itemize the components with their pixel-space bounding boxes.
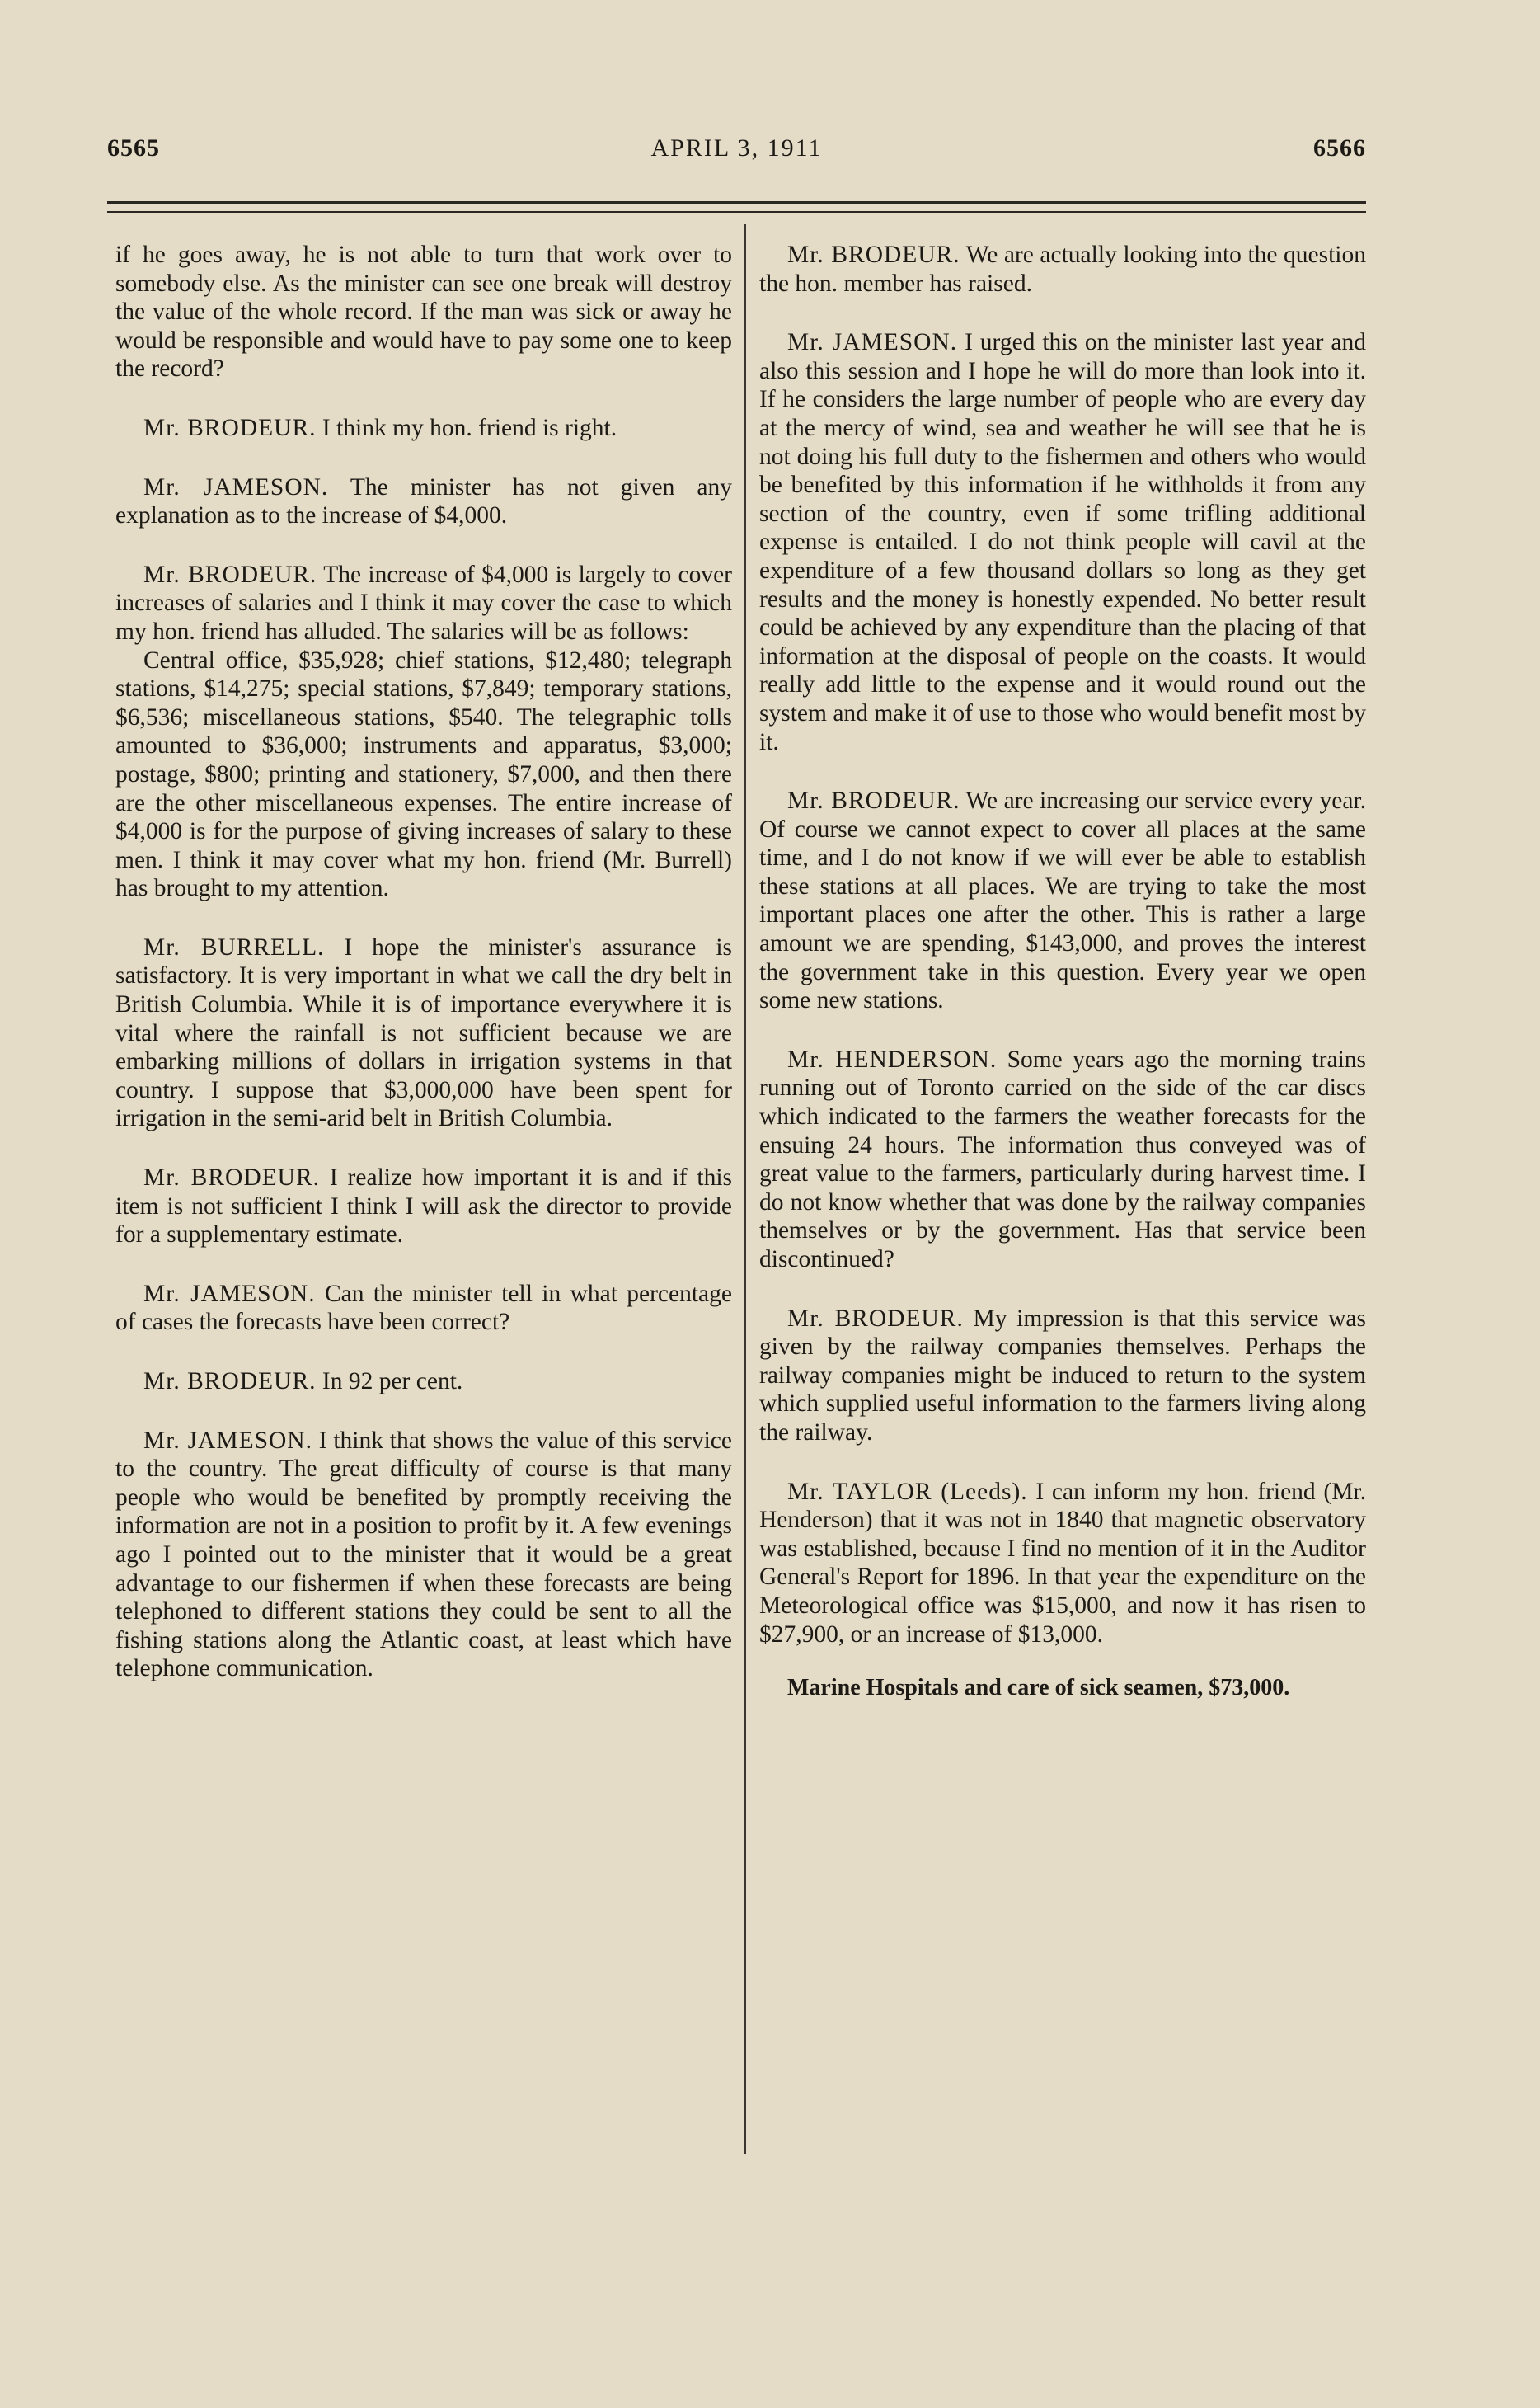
paragraph-text: I can inform my hon. friend (Mr. Henderson) that it was not in 1840 that magnetic observatory was established, because I find no mention of it in the Auditor General's Report for 1896. In that year the expenditure on the Meteorological office was $15,000, and now it has risen to $27,900, or an increase of $13,000. [759, 1478, 1367, 1648]
speaker-name: Mr. TAYLOR (Leeds). [787, 1478, 1028, 1505]
speaker-name: Mr. BRODEUR. [787, 788, 960, 815]
header-rule-top [107, 201, 1366, 204]
paragraph-text: if he goes away, he is not able to turn that work over to somebody else. As the minister can see one break will destroy the value of the whole record. If the man was sick or away he would be responsible and would have to pay some one to keep the record? [115, 242, 732, 383]
speaker-name: Mr. JAMESON. [143, 473, 329, 501]
paragraph [759, 1305, 1366, 1447]
paragraph [115, 1367, 732, 1396]
paragraph [759, 241, 1366, 298]
speaker-name: Mr. JAMESON. [787, 329, 958, 356]
paragraph [115, 561, 732, 647]
paragraph-text: Can the minister tell in what percentage of cases the forecasts have been correct? [115, 1280, 732, 1336]
left-column [115, 241, 732, 1714]
column-divider [744, 224, 746, 2154]
speaker-name: Mr. BRODEUR. [143, 1164, 320, 1192]
speaker-name: Mr. BRODEUR. [143, 561, 317, 588]
paragraph-text: I think my hon. friend is right. [322, 414, 617, 441]
paragraph-text: In 92 per cent. [322, 1368, 463, 1394]
header-rule-bottom [107, 211, 1366, 213]
paragraph-text: Marine Hospitals and care of sick seamen, $73,000. [787, 1675, 1290, 1701]
estimate-item [759, 1674, 1366, 1701]
page-date: APRIL 3, 1911 [650, 134, 823, 162]
paragraph [115, 414, 732, 443]
speaker-name: Mr. HENDERSON. [787, 1046, 998, 1073]
speaker-name: Mr. BRODEUR. [787, 1305, 964, 1332]
paragraph [115, 1427, 732, 1683]
paragraph [115, 473, 732, 530]
paragraph [115, 241, 732, 383]
paragraph [115, 1164, 732, 1249]
paragraph [759, 1046, 1366, 1274]
paragraph-text: My impression is that this service was given by the railway companies themselves. Perhaps the railway companies might be induced to return to the system which supplied useful information to the farmers living along the railway. [759, 1305, 1367, 1446]
page-header [107, 134, 1366, 172]
paragraph [759, 787, 1366, 1015]
paragraph-text: The minister has not given any explanation as to the increase of $4,000. [115, 473, 732, 529]
speaker-name: Mr. JAMESON. [143, 1427, 312, 1454]
paragraph-text: I realize how important it is and if this item is not sufficient I think I will ask the director to provide for a supplementary estimate. [115, 1164, 732, 1249]
paragraph [759, 1478, 1366, 1649]
paragraph-text: I urged this on the minister last year and also this session and I hope he will do more than look into it. If he considers the large number of people who are every day at the mercy of wind, sea and weather he will see that he is not doing his full duty to the fishermen and others who would be benefited by this information if he withholds it from any section of the country, even if some trifling additional expense is entailed. I do not think people will cavil at the expenditure of a few thousand dollars so long as they get results and the money is honestly expended. No better result could be achieved by any expenditure than the placing of that information at the disposal of people on the coasts. It would really add little to the expense and it would round out the system and make it of use to those who would benefit most by it. [759, 329, 1366, 755]
right-column [759, 241, 1366, 1732]
paragraph-text: We are increasing our service every year. Of course we cannot expect to cover all places at the same time, and I do not know if we will ever be able to establish these stations at all places. We are trying to take the most important places one after the other. This is rather a large amount we are spending, $143,000, and proves the interest the government take in this question. Every year we open some new stations. [759, 788, 1367, 1014]
page-number-left: 6565 [107, 134, 160, 162]
paragraph [115, 934, 732, 1133]
speaker-name: Mr. BRODEUR. [143, 414, 317, 441]
speaker-name: Mr. JAMESON. [143, 1280, 316, 1307]
paragraph-text: Central office, $35,928; chief stations, $12,480; telegraph stations, $14,275; special stations, $7,849; temporary stations, $6,536; miscellaneous stations, $540. The telegraphic tolls amounted to $36,000; instruments and apparatus, $3,000; postage, $800; printing and stationery, $7,000, and then there are the other miscellaneous expenses. The entire increase of $4,000 is for the purpose of giving increases of salary to these men. I think it may cover what my hon. friend (Mr. Burrell) has brought to my attention. [115, 647, 732, 902]
paragraph [115, 647, 732, 903]
paragraph [759, 328, 1366, 756]
speaker-name: Mr. BRODEUR. [787, 242, 960, 268]
paragraph-text: I think that shows the value of this service to the country. The great difficulty of course is that many people who would be benefited by promptly receiving the information are not in a position to profit by it. A few evenings ago I pointed out to the minister that it would be a great advantage to our fishermen if when these forecasts are being telephoned to different stations they could be sent to all the fishing stations along the Atlantic coast, at least which have telephone communication. [115, 1427, 732, 1682]
speaker-name: Mr. BURRELL. [143, 934, 325, 961]
speaker-name: Mr. BRODEUR. [143, 1368, 317, 1394]
paragraph-text: We are actually looking into the question the hon. member has raised. [759, 242, 1367, 297]
paragraph-text: Some years ago the morning trains running out of Toronto carried on the side of the car discs which indicated to the farmers the weather forecasts for the ensuing 24 hours. The information thus conveyed was of great value to the farmers, particularly during harvest time. I do not know whether that was done by the railway companies themselves or by the government. Has that service been discontinued? [759, 1046, 1367, 1272]
paragraph-text: The increase of $4,000 is largely to cover increases of salaries and I think it may cover the case to which my hon. friend has alluded. The salaries will be as follows: [115, 561, 732, 645]
paragraph-text: I hope the minister's assurance is satisfactory. It is very important in what we call the dry belt in British Columbia. While it is of importance everywhere it is vital where the rainfall is not sufficient because we are embarking millions of dollars in irrigation systems in that country. I suppose that $3,000,000 have been spent for irrigation in the semi-arid belt in British Columbia. [115, 934, 732, 1132]
page-number-right: 6566 [1313, 134, 1366, 162]
paragraph [115, 1280, 732, 1337]
